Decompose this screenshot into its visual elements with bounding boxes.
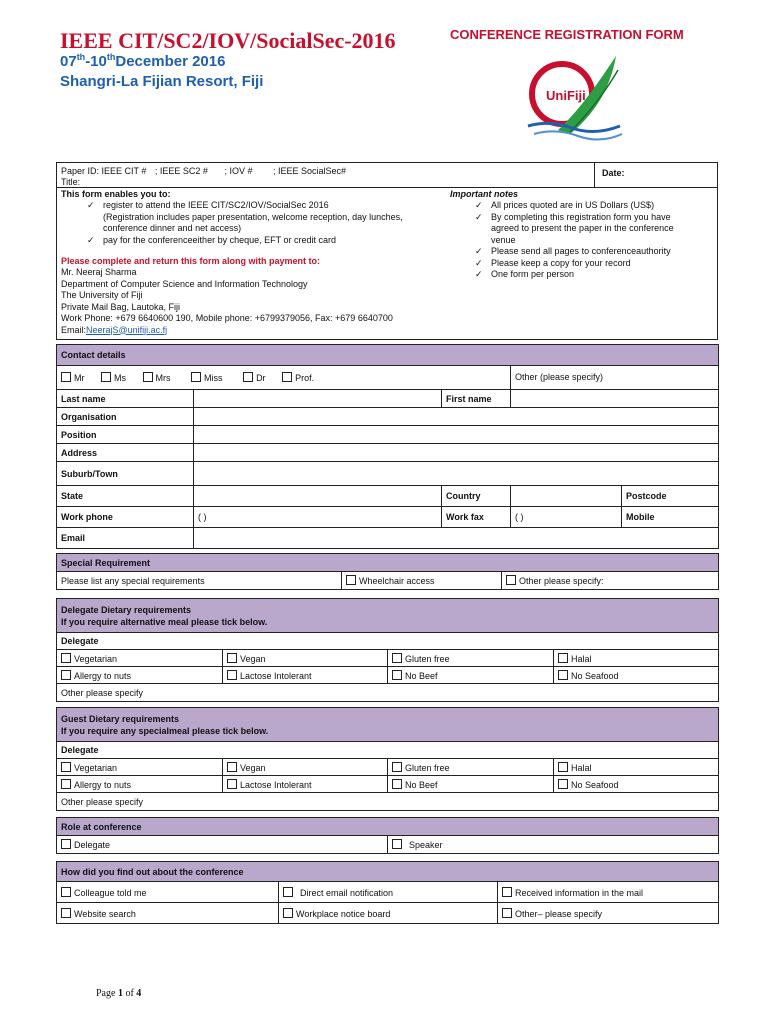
important-notes: ✓ All prices quoted are in US Dollars (US$) ✓ By completing this registration form you have agreed to present the paper in the conference venue ✓ Please send all pages to conferenceauthority ✓ Please keep a copy for your record ✓ One form per person: [475, 200, 674, 279]
special-requirement-table: [56, 553, 719, 590]
info-box: [56, 162, 718, 340]
delegate-halal-option[interactable]: Halal: [554, 650, 719, 667]
title-option-mrs[interactable]: Mrs: [143, 373, 171, 383]
country-field[interactable]: [511, 486, 622, 507]
work-phone-field[interactable]: ( ): [194, 507, 442, 528]
title-options: [57, 366, 511, 390]
check-icon: ✓: [475, 211, 483, 222]
date-label: Date:: [602, 168, 625, 178]
checkbox-icon[interactable]: [61, 372, 71, 382]
checkbox-icon[interactable]: [61, 670, 71, 680]
checkbox-icon[interactable]: [61, 839, 71, 849]
checkbox-icon[interactable]: [392, 670, 402, 680]
delegate-no-seafood-option[interactable]: No Seafood: [554, 667, 719, 684]
checkbox-icon[interactable]: [227, 653, 237, 663]
enables-heading: This form enables you to:: [61, 189, 171, 199]
suburb-field[interactable]: [194, 462, 719, 486]
complete-return-text: Please complete and return this form along with payment to:: [61, 256, 321, 266]
guest-dietary-table: [56, 707, 719, 811]
conference-venue: Shangri-La Fijian Resort, Fiji: [60, 73, 264, 90]
checkbox-icon[interactable]: [61, 908, 71, 918]
title-option-prof[interactable]: Prof.: [282, 373, 314, 383]
check-icon: ✓: [475, 257, 483, 268]
checkbox-icon[interactable]: [392, 762, 402, 772]
title-option-mr[interactable]: Mr: [61, 373, 85, 383]
checkbox-icon[interactable]: [282, 372, 292, 382]
last-name-field[interactable]: [194, 390, 442, 408]
checkbox-icon[interactable]: [392, 779, 402, 789]
guest-halal-option[interactable]: Halal: [554, 759, 719, 776]
postcode-label: Postcode: [622, 486, 719, 507]
checkbox-icon[interactable]: [227, 670, 237, 680]
conference-title: IEEE CIT/SC2/IOV/SocialSec-2016: [60, 28, 396, 53]
checkbox-icon[interactable]: [227, 779, 237, 789]
page-footer: Page 1 of 4: [96, 988, 142, 999]
logo-text: UniFiji: [546, 88, 586, 103]
checkbox-icon[interactable]: [227, 762, 237, 772]
delegate-label: Delegate: [57, 633, 719, 650]
checkbox-icon[interactable]: [101, 372, 111, 382]
checkbox-icon[interactable]: [243, 372, 253, 382]
other-special-option[interactable]: Other please specify:: [502, 572, 719, 590]
enables-item-1: ✓ register to attend the IEEE CIT/SC2/IOV/SocialSec 2016 (Registration includes paper presentation, welcome reception, day lunches, conference dinner and net access) ✓ pay for the conferenceeither by cheque, EFT or credit card: [87, 200, 403, 245]
contact-details-heading: Contact details: [57, 345, 719, 366]
other-source-option[interactable]: Other– please specify: [498, 903, 719, 924]
special-requirement-heading: Special Requirement: [57, 554, 719, 572]
position-label: Position: [57, 426, 194, 444]
email-field[interactable]: [194, 528, 719, 549]
organisation-field[interactable]: [194, 408, 719, 426]
checkbox-icon[interactable]: [506, 575, 516, 585]
paper-id-line: Paper ID: IEEE CIT # ; IEEE SC2 # ; IOV # ; IEEE SocialSec#: [61, 166, 347, 176]
suburb-label: Suburb/Town: [57, 462, 194, 486]
checkbox-icon[interactable]: [61, 762, 71, 772]
delegate-lactose-option[interactable]: Lactose Intolerant: [223, 667, 388, 684]
title-option-dr[interactable]: Dr: [243, 373, 266, 383]
direct-email-option[interactable]: Direct email notification: [279, 882, 498, 903]
first-name-label: First name: [442, 390, 511, 408]
delegate-no-beef-option[interactable]: No Beef: [388, 667, 554, 684]
guest-gluten-free-option[interactable]: Gluten free: [388, 759, 554, 776]
role-table: [56, 817, 719, 854]
wheelchair-option[interactable]: Wheelchair access: [342, 572, 502, 590]
delegate-vegan-option[interactable]: Vegan: [223, 650, 388, 667]
colleague-option[interactable]: Colleague told me: [57, 882, 279, 903]
position-field[interactable]: [194, 426, 719, 444]
address-field[interactable]: [194, 444, 719, 462]
country-label: Country: [442, 486, 511, 507]
workplace-option[interactable]: Workplace notice board: [279, 903, 498, 924]
guest-other-diet-field[interactable]: Other please specify: [57, 793, 719, 811]
checkbox-icon[interactable]: [558, 670, 568, 680]
check-icon: ✓: [475, 200, 483, 210]
delegate-dietary-heading: Delegate Dietary requirements If you require alternative meal please tick below.: [57, 599, 719, 633]
checkbox-icon[interactable]: [558, 653, 568, 663]
role-speaker-option[interactable]: Speaker: [388, 836, 719, 854]
check-icon: ✓: [87, 200, 95, 210]
guest-no-seafood-option[interactable]: No Seafood: [554, 776, 719, 793]
email-label: Email: [57, 528, 194, 549]
mobile-label: Mobile: [622, 507, 719, 528]
check-icon: ✓: [475, 269, 483, 279]
title-option-miss[interactable]: Miss: [191, 373, 223, 383]
delegate-gluten-free-option[interactable]: Gluten free: [388, 650, 554, 667]
guest-no-beef-option[interactable]: No Beef: [388, 776, 554, 793]
checkbox-icon[interactable]: [283, 887, 293, 897]
state-label: State: [57, 486, 194, 507]
checkbox-icon[interactable]: [143, 372, 153, 382]
checkbox-icon[interactable]: [558, 762, 568, 772]
work-phone-label: Work phone: [57, 507, 194, 528]
conference-dates: 07th-10thDecember 2016: [60, 52, 226, 70]
guest-nut-allergy-option[interactable]: Allergy to nuts: [57, 776, 223, 793]
work-fax-label: Work fax: [442, 507, 511, 528]
state-field[interactable]: [194, 486, 442, 507]
delegate-other-diet-field[interactable]: Other please specify: [57, 684, 719, 702]
mailing-address: Mr. Neeraj Sharma Department of Computer Science and Information Technology The University of Fiji Private Mail Bag, Lautoka, Fiji Work Phone: +679 6640600 190, Mobile phone: +6799379056, Fax: +679 6640700 Email:NeerajS@unifiji.ac.fj: [61, 267, 393, 335]
check-icon: ✓: [475, 246, 483, 256]
delegate-nut-allergy-option[interactable]: Allergy to nuts: [57, 667, 223, 684]
checkbox-icon[interactable]: [61, 779, 71, 789]
last-name-label: Last name: [57, 390, 194, 408]
unifiji-logo: [520, 50, 630, 142]
guest-vegetarian-option[interactable]: Vegetarian: [57, 759, 223, 776]
work-fax-field[interactable]: ( ): [511, 507, 622, 528]
organisation-label: Organisation: [57, 408, 194, 426]
email-link[interactable]: NeerajS@unifiji.ac.fj: [86, 324, 168, 335]
checkbox-icon[interactable]: [502, 908, 512, 918]
checkbox-icon[interactable]: [392, 839, 402, 849]
guest-delegate-label: Delegate: [57, 742, 719, 759]
guest-vegan-option[interactable]: Vegan: [223, 759, 388, 776]
other-title-field[interactable]: Other (please specify): [511, 366, 719, 390]
notes-heading: Important notes: [450, 189, 519, 199]
title-label: Title:: [61, 177, 81, 187]
contact-details-table: [56, 344, 719, 549]
checkbox-icon[interactable]: [502, 887, 512, 897]
special-requirement-list[interactable]: Please list any special requirements: [57, 572, 342, 590]
delegate-vegetarian-option[interactable]: Vegetarian: [57, 650, 223, 667]
found-out-heading: How did you find out about the conference: [57, 862, 719, 882]
form-title: CONFERENCE REGISTRATION FORM: [450, 27, 684, 42]
check-icon: ✓: [87, 234, 95, 245]
checkbox-icon[interactable]: [191, 372, 201, 382]
checkbox-icon[interactable]: [61, 887, 71, 897]
role-delegate-option[interactable]: Delegate: [57, 836, 388, 854]
mail-option[interactable]: Received information in the mail: [498, 882, 719, 903]
checkbox-icon[interactable]: [346, 575, 356, 585]
guest-lactose-option[interactable]: Lactose Intolerant: [223, 776, 388, 793]
title-option-ms[interactable]: Ms: [101, 373, 126, 383]
checkbox-icon[interactable]: [558, 779, 568, 789]
checkbox-icon[interactable]: [283, 908, 293, 918]
checkbox-icon[interactable]: [392, 653, 402, 663]
found-out-table: [56, 861, 719, 924]
guest-dietary-heading: Guest Dietary requirements If you require any specialmeal please tick below.: [57, 708, 719, 742]
website-option[interactable]: Website search: [57, 903, 279, 924]
address-label: Address: [57, 444, 194, 462]
first-name-field[interactable]: [511, 390, 719, 408]
role-heading: Role at conference: [57, 818, 719, 836]
delegate-dietary-table: [56, 598, 719, 702]
checkbox-icon[interactable]: [61, 653, 71, 663]
